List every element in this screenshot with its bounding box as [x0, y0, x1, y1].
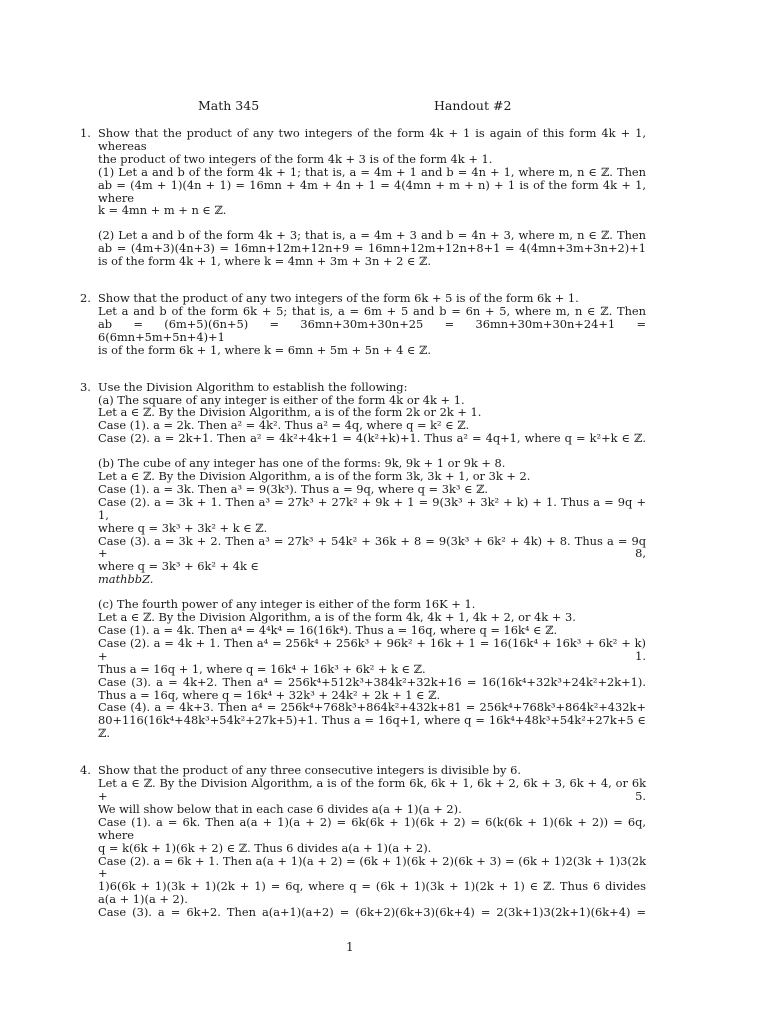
text-line: Thus a = 16q, where q = 16k⁴ + 32k³ + 24k² + 2k + 1 ∈ ℤ. — [98, 687, 441, 702]
text-line: is of the form 4k + 1, where k = 4mn + 3m + 3n + 2 ∈ ℤ. — [98, 254, 431, 269]
text-line: (b) The cube of any integer has one of the forms: 9k, 9k + 1 or 9k + 8. — [98, 456, 506, 471]
problem-number: 3. — [80, 379, 91, 394]
text-line: Case (3). a = 3k + 2. Then a³ = 27k³ + 54k² + 36k + 8 = 9(3k³ + 6k² + 4k) + 8. Thus a = 9q + 8, — [98, 533, 646, 561]
text-line: Case (1). a = 2k. Then a² = 4k². Thus a² = 4q, where q = k² ∈ ℤ. — [98, 418, 470, 433]
problem-body — [98, 764, 646, 919]
problem-body — [98, 292, 646, 357]
text-line: We will show below that in each case 6 divides a(a + 1)(a + 2). — [98, 801, 462, 816]
item-spacer — [80, 740, 646, 764]
text-line: Case (1). a = 3k. Then a³ = 9(3k³). Thus a = 9q, where q = 3k³ ∈ ℤ. — [98, 481, 489, 496]
item-spacer — [80, 268, 646, 292]
text-line: Thus a = 16q + 1, where q = 16k⁴ + 16k³ + 6k² + k ∈ ℤ. — [98, 661, 426, 676]
page-number: 1 — [346, 940, 354, 954]
problem-list — [80, 127, 646, 919]
text-line: ab = (6m+5)(6n+5) = 36mn+30m+30n+25 = 36mn+30m+30n+24+1 = 6(6mn+5m+5n+4)+1 — [98, 316, 646, 344]
text-line: is of the form 6k + 1, where k = 6mn + 5m + 5n + 4 ∈ ℤ. — [98, 342, 431, 357]
text-line: Case (1). a = 4k. Then a⁴ = 4⁴k⁴ = 16(16k⁴). Thus a = 16q, where q = 16k⁴ ∈ ℤ. — [98, 623, 558, 637]
text-line: Let a and b of the form 6k + 5; that is, a = 6m + 5 and b = 6n + 5, where m, n ∈ ℤ. Then — [98, 303, 646, 318]
text-line: (1) Let a and b of the form 4k + 1; that is, a = 4m + 1 and b = 4n + 1, where m, n ∈ ℤ. Then — [98, 164, 646, 179]
problem-item — [80, 127, 646, 268]
text-line: (a) The square of any integer is either of the form 4k or 4k + 1. — [98, 392, 465, 407]
problem-body — [98, 127, 646, 268]
problem-number: 4. — [80, 763, 91, 778]
text-line: ℤ. — [98, 726, 110, 741]
text-line: Case (2). a = 2k+1. Then a² = 4k²+4k+1 = 4(k²+k)+1. Thus a² = 4q+1, where q = k²+k ∈ ℤ. — [98, 431, 646, 446]
text-line: Show that the product of any three consecutive integers is divisible by 6. — [98, 763, 521, 778]
text-line: ab = (4m+3)(4n+3) = 16mn+12m+12n+9 = 16mn+12m+12n+8+1 = 4(4mn+3m+3n+2)+1 — [98, 241, 646, 256]
item-spacer — [80, 357, 646, 381]
problem-item — [80, 292, 646, 357]
text-line: Case (4). a = 4k+3. Then a⁴ = 256k⁴+768k³+864k²+432k+81 = 256k⁴+768k³+864k²+432k+ — [98, 700, 646, 715]
text-line: where q = 3k³ + 3k² + k ∈ ℤ. — [98, 520, 268, 535]
text-line: Case (1). a = 6k. Then a(a + 1)(a + 2) = 6k(6k + 1)(6k + 2) = 6(k(6k + 1)(6k + 2)) = 6q, where — [98, 814, 646, 842]
text-line: the product of two integers of the form 4k + 3 is of the form 4k + 1. — [98, 151, 493, 166]
text-line: (2) Let a and b of the form 4k + 3; that is, a = 4m + 3 and b = 4n + 3, where m, n ∈ ℤ. Then — [98, 228, 646, 243]
problem-number: 2. — [80, 291, 91, 306]
text-line: Let a ∈ ℤ. By the Division Algorithm, a is of the form 4k, 4k + 1, 4k + 2, or 4k + 3. — [98, 610, 576, 625]
text-line: Let a ∈ ℤ. By the Division Algorithm, a is of the form 6k, 6k + 1, 6k + 2, 6k + 3, 6k + 4, or 6k + 5. — [98, 776, 646, 803]
text-line: Let a ∈ ℤ. By the Division Algorithm, a is of the form 2k or 2k + 1. — [98, 405, 482, 420]
text-line: Case (3). a = 4k+2. Then a⁴ = 256k⁴+512k³+384k²+32k+16 = 16(16k⁴+32k³+24k²+2k+1). — [98, 674, 646, 689]
text-line: k = 4mn + m + n ∈ ℤ. — [98, 203, 227, 218]
text-line: ab = (4m + 1)(4n + 1) = 16mn + 4m + 4n + 1 = 4(4mn + m + n) + 1 is of the form 4k + 1, where — [98, 177, 646, 205]
problem-body — [98, 381, 646, 741]
text-line: mathbbZ. — [98, 572, 154, 587]
text-line: (c) The fourth power of any integer is either of the form 16K + 1. — [98, 597, 476, 612]
text-line: 1)6(6k + 1)(3k + 1)(2k + 1) = 6q, where q = (6k + 1)(3k + 1)(2k + 1) ∈ ℤ. Thus 6 divides — [98, 879, 646, 894]
handout-title: Handout #2 — [434, 98, 512, 113]
text-line: Show that the product of any two integers of the form 6k + 5 is of the form 6k + 1. — [98, 291, 579, 306]
text-line: Case (2). a = 3k + 1. Then a³ = 27k³ + 27k² + 9k + 1 = 9(3k³ + 3k² + k) + 1. Thus a = 9q + 1, — [98, 494, 646, 522]
text-line: 80+116(16k⁴+48k³+54k²+27k+5)+1. Thus a = 16q+1, where q = 16k⁴+48k³+54k²+27k+5 ∈ — [98, 713, 646, 728]
text-line: q = k(6k + 1)(6k + 2) ∈ ℤ. Thus 6 divides a(a + 1)(a + 2). — [98, 840, 432, 855]
problem-item — [80, 764, 646, 919]
text-line: Case (2). a = 6k + 1. Then a(a + 1)(a + 2) = (6k + 1)(6k + 2)(6k + 3) = (6k + 1)2(3k + 1)3(2k + — [98, 853, 646, 881]
text-line: a(a + 1)(a + 2). — [98, 892, 188, 907]
text-line: where q = 3k³ + 6k² + 4k ∈ — [98, 559, 259, 574]
problem-number: 1. — [80, 126, 91, 140]
problem-item — [80, 381, 646, 741]
page-header — [0, 98, 768, 116]
text-line: Case (2). a = 4k + 1. Then a⁴ = 256k⁴ + 256k³ + 96k² + 16k + 1 = 16(16k⁴ + 16k³ + 6k² + k) + 1. — [98, 635, 646, 663]
course-title: Math 345 — [198, 98, 260, 113]
text-line: Show that the product of any two integers of the form 4k + 1 is again of this form 4k + 1, whereas — [98, 126, 646, 153]
text-line: Case (3). a = 6k+2. Then a(a+1)(a+2) = (6k+2)(6k+3)(6k+4) = 2(3k+1)3(2k+1)(6k+4) = — [98, 905, 646, 920]
text-line: Let a ∈ ℤ. By the Division Algorithm, a is of the form 3k, 3k + 1, or 3k + 2. — [98, 469, 531, 484]
text-line: Use the Division Algorithm to establish the following: — [98, 379, 408, 394]
